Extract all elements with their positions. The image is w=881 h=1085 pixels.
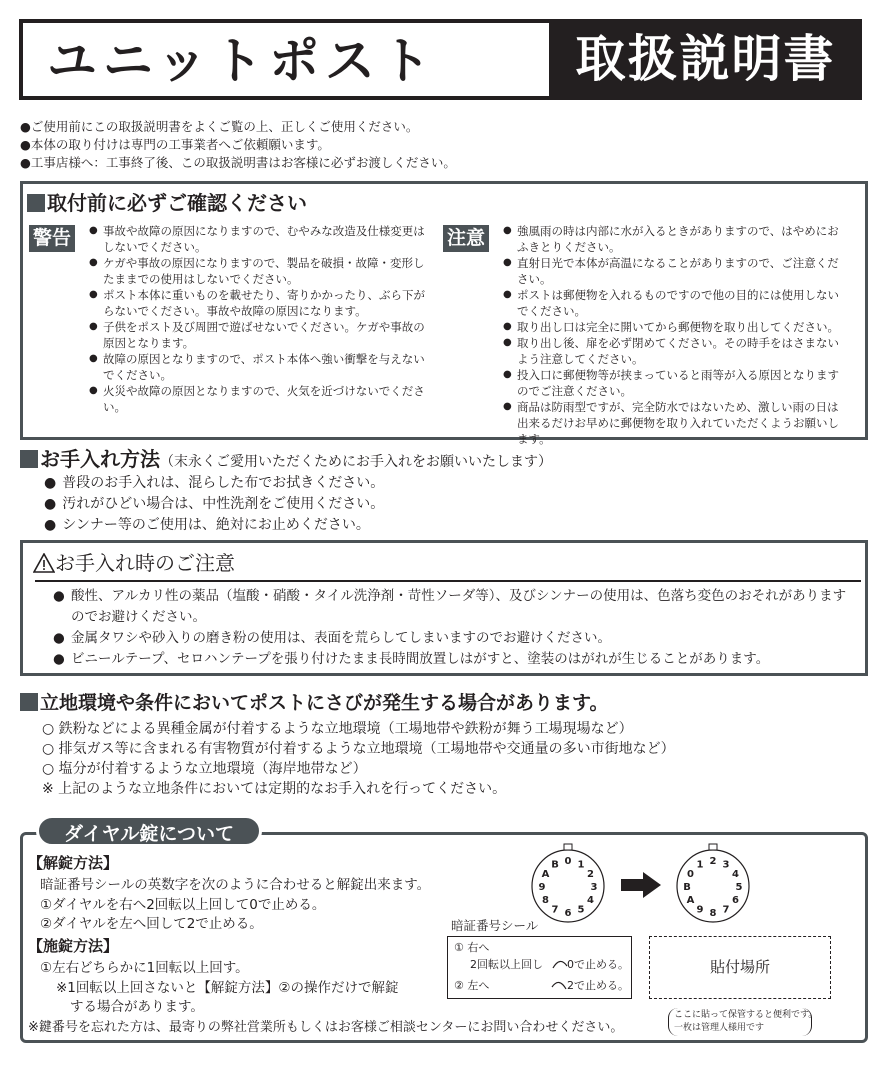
paste-note: ここに貼って保管すると便利です。 [674, 1010, 818, 1020]
paste-area-label: 貼付場所 [709, 958, 770, 976]
list-item: ● 取り出し口は完全に開いてから郵便物を取り出してください。 [503, 319, 843, 335]
unlock-line: ①ダイヤルを右へ2回転以上回して0で止める。 [40, 897, 326, 913]
manual-title: 取扱説明書 [575, 30, 836, 88]
rust-heading: 立地環境や条件においてポストにさびが発生する場合があります。 [20, 690, 608, 716]
list-item: ● 故障の原因となりますので、ポスト本体へ強い衝撃を与えないでください。 [89, 351, 433, 383]
bullet-icon: ● [53, 588, 65, 604]
arrow-right-icon [621, 872, 661, 898]
care-item: ● シンナー等のご使用は、絶対にお止めください。 [44, 515, 370, 535]
rust-item: ○ 鉄粉などによる異種金属が付着するような立地環境（工場地帯や鉄粉が舞う工場現場など） [42, 721, 633, 737]
list-item: ● 事故や故障の原因になりますので、むやみな改造及仕様変更はしないでください。 [89, 223, 433, 255]
dial-char: B [683, 882, 691, 893]
dial-marker [564, 844, 572, 850]
list-item: ● 強風雨の時は内部に水が入るときがありますので、はやめにおふきとりください。 [503, 223, 843, 255]
caution-badge: 注意 [443, 225, 489, 252]
seal-step1-turns: 2回転以上回し [470, 958, 543, 971]
rust-item: ○ 塩分が付着するような立地環境（海岸地帯など） [42, 761, 367, 777]
paste-area-box [649, 936, 831, 999]
header [19, 19, 862, 100]
dial-marker [709, 844, 717, 850]
dial-char: A [686, 895, 695, 906]
dial-char: 0 [687, 869, 694, 880]
dial-char: 5 [577, 904, 585, 916]
code-seal-box [447, 936, 632, 999]
dial-char: 9 [538, 882, 546, 893]
dial-char: A [541, 869, 550, 880]
curve-arrow-icon [551, 980, 567, 990]
dial-char: 6 [564, 908, 572, 919]
lock-heading: 【施錠方法】 [28, 937, 119, 955]
divider [35, 580, 861, 582]
list-item: ● ポストは郵便物を入れるものですので他の目的には使用しないでください。 [503, 287, 843, 319]
dial-char: 2 [587, 869, 594, 880]
list-item: ● ビニールテープ、セロハンテープを張り付けたまま長時間放置しはがすと、塗装のはがれが生じることがあります。 [53, 649, 853, 670]
list-item: ● ポスト本体に重いものを載せたり、寄りかかったり、ぶら下がらないでください。事故や故障の原因になります。 [89, 287, 433, 319]
unlock-line: 暗証番号シールの英数字を次のように合わせると解錠出来ます。 [40, 877, 431, 893]
dial-char: 7 [551, 904, 559, 916]
dial-char: 9 [696, 904, 704, 916]
intro-line: ●ご使用前にこの取扱説明書をよくご覧の上、正しくご使用ください。 [20, 119, 419, 134]
seal-step1: ① 右へ [454, 941, 490, 954]
care-subheading: （末永くご愛用いただくためにお手入れをお願いいたします） [160, 454, 552, 470]
list-item: ● 火災や故障の原因となりますので、火気を近づけないでください。 [89, 383, 433, 415]
care-notes-heading: お手入れ時のご注意 [33, 550, 235, 576]
list-item: ● 投入口に郵便物等が挟まっていると雨等が入る原因となりますのでご注意ください。 [503, 367, 843, 399]
dial-char: 2 [709, 856, 717, 867]
dial-char: 3 [722, 859, 730, 871]
bullet-icon: ● [53, 651, 65, 667]
bullet-icon: ● [53, 630, 65, 646]
dial-char: 8 [542, 895, 549, 906]
list-item: ● ケガや事故の原因になりますので、製品を破損・故障・変形したままでの使用はしないでください。 [89, 255, 433, 287]
caution-list [503, 223, 843, 447]
care-item: ● 普段のお手入れは、混らした布でお拭きください。 [44, 473, 384, 493]
dial-char: 7 [722, 904, 730, 916]
dial-char: B [551, 859, 559, 871]
lock-line: する場合があります。 [70, 999, 204, 1015]
warning-triangle-icon [33, 553, 55, 573]
dial-before-icon [528, 840, 608, 926]
dial-char: 6 [732, 895, 739, 906]
dial-char: 1 [577, 859, 585, 871]
square-bullet-icon [20, 450, 38, 468]
lock-line: ※1回転以上回さないと【解錠方法】②の操作だけで解錠 [56, 980, 399, 996]
curve-arrow-icon [552, 959, 568, 969]
list-item: ● 直射日光で本体が高温になることがありますので、ご注意ください。 [503, 255, 843, 287]
dial-char: 8 [709, 908, 717, 919]
before-install-heading: 取付前に必ずご確認ください [27, 190, 307, 216]
intro-line: ●本体の取り付けは専門の工事業者へご依頼願います。 [20, 137, 330, 152]
forgot-code-note: ※鍵番号を忘れた方は、最寄りの弊社営業所もしくはお客様ご相談センターにお問い合わせください。 [28, 1020, 624, 1035]
dial-lock-badge: ダイヤル錠について [36, 815, 262, 847]
care-notes-box [20, 540, 868, 676]
rust-note: ※ 上記のような立地条件においては定期的なお手入れを行ってください。 [42, 781, 507, 797]
intro-line: ●工事店様へ：工事終了後、この取扱説明書はお客様に必ずお渡しください。 [20, 155, 456, 170]
seal-label: 暗証番号シール [451, 918, 539, 933]
list-item: ● 金属タワシや砂入りの磨き粉の使用は、表面を荒らしてしまいますのでお避けください。 [53, 628, 853, 649]
list-item: ● 子供をポスト及び周囲で遊ばせないでください。ケガや事故の原因となります。 [89, 319, 433, 351]
dial-char: 1 [696, 859, 704, 871]
square-bullet-icon [27, 194, 45, 212]
seal-step1-stop: 0で止める。 [567, 958, 629, 971]
dial-char: 5 [735, 882, 743, 893]
manual-title-block [549, 23, 862, 96]
unlock-line: ②ダイヤルを左へ回して2で止める。 [40, 916, 263, 932]
dial-char: 4 [587, 895, 594, 906]
list-item: ● 取り出し後、扉を必ず閉めてください。その時手をはさまないよう注意してください。 [503, 335, 843, 367]
paste-note: 一枚は管理人様用です [674, 1023, 765, 1033]
dial-after-icon [673, 840, 753, 926]
dial-char: 3 [590, 882, 598, 893]
dial-char: 4 [732, 869, 739, 880]
care-item: ● 汚れがひどい場合は、中性洗剤をご使用ください。 [44, 494, 384, 514]
unlock-heading: 【解錠方法】 [28, 854, 119, 872]
before-install-box [20, 181, 868, 446]
product-title: ユニットポスト [47, 32, 437, 90]
square-bullet-icon [20, 693, 38, 711]
seal-step2: ② 左へ [454, 979, 490, 992]
care-notes-list [53, 586, 853, 670]
rust-item: ○ 排気ガス等に含まれる有害物質が付着するような立地環境（工場地帯や交通量の多い市街地など） [42, 741, 675, 757]
list-item: ● 商品は防雨型ですが、完全防水ではないため、激しい雨の日は出来るだけお早めに郵便物を取り入れていただくようお願いします。 [503, 399, 843, 447]
seal-step2-stop: 2で止める。 [567, 979, 629, 992]
warning-badge: 警告 [29, 225, 75, 252]
care-heading: お手入れ方法（末永くご愛用いただくためにお手入れをお願いいたします） [20, 446, 552, 475]
dial-char: 0 [564, 856, 572, 867]
lock-line: ①左右どちらかに1回転以上回す。 [40, 960, 249, 976]
list-item: ● 酸性、アルカリ性の薬品（塩酸・硝酸・タイル洗浄剤・苛性ソーダ等）、及びシンナーの使用は、色落ち変色のおそれがありますのでお避けください。 [53, 588, 847, 625]
warning-list [89, 223, 433, 415]
